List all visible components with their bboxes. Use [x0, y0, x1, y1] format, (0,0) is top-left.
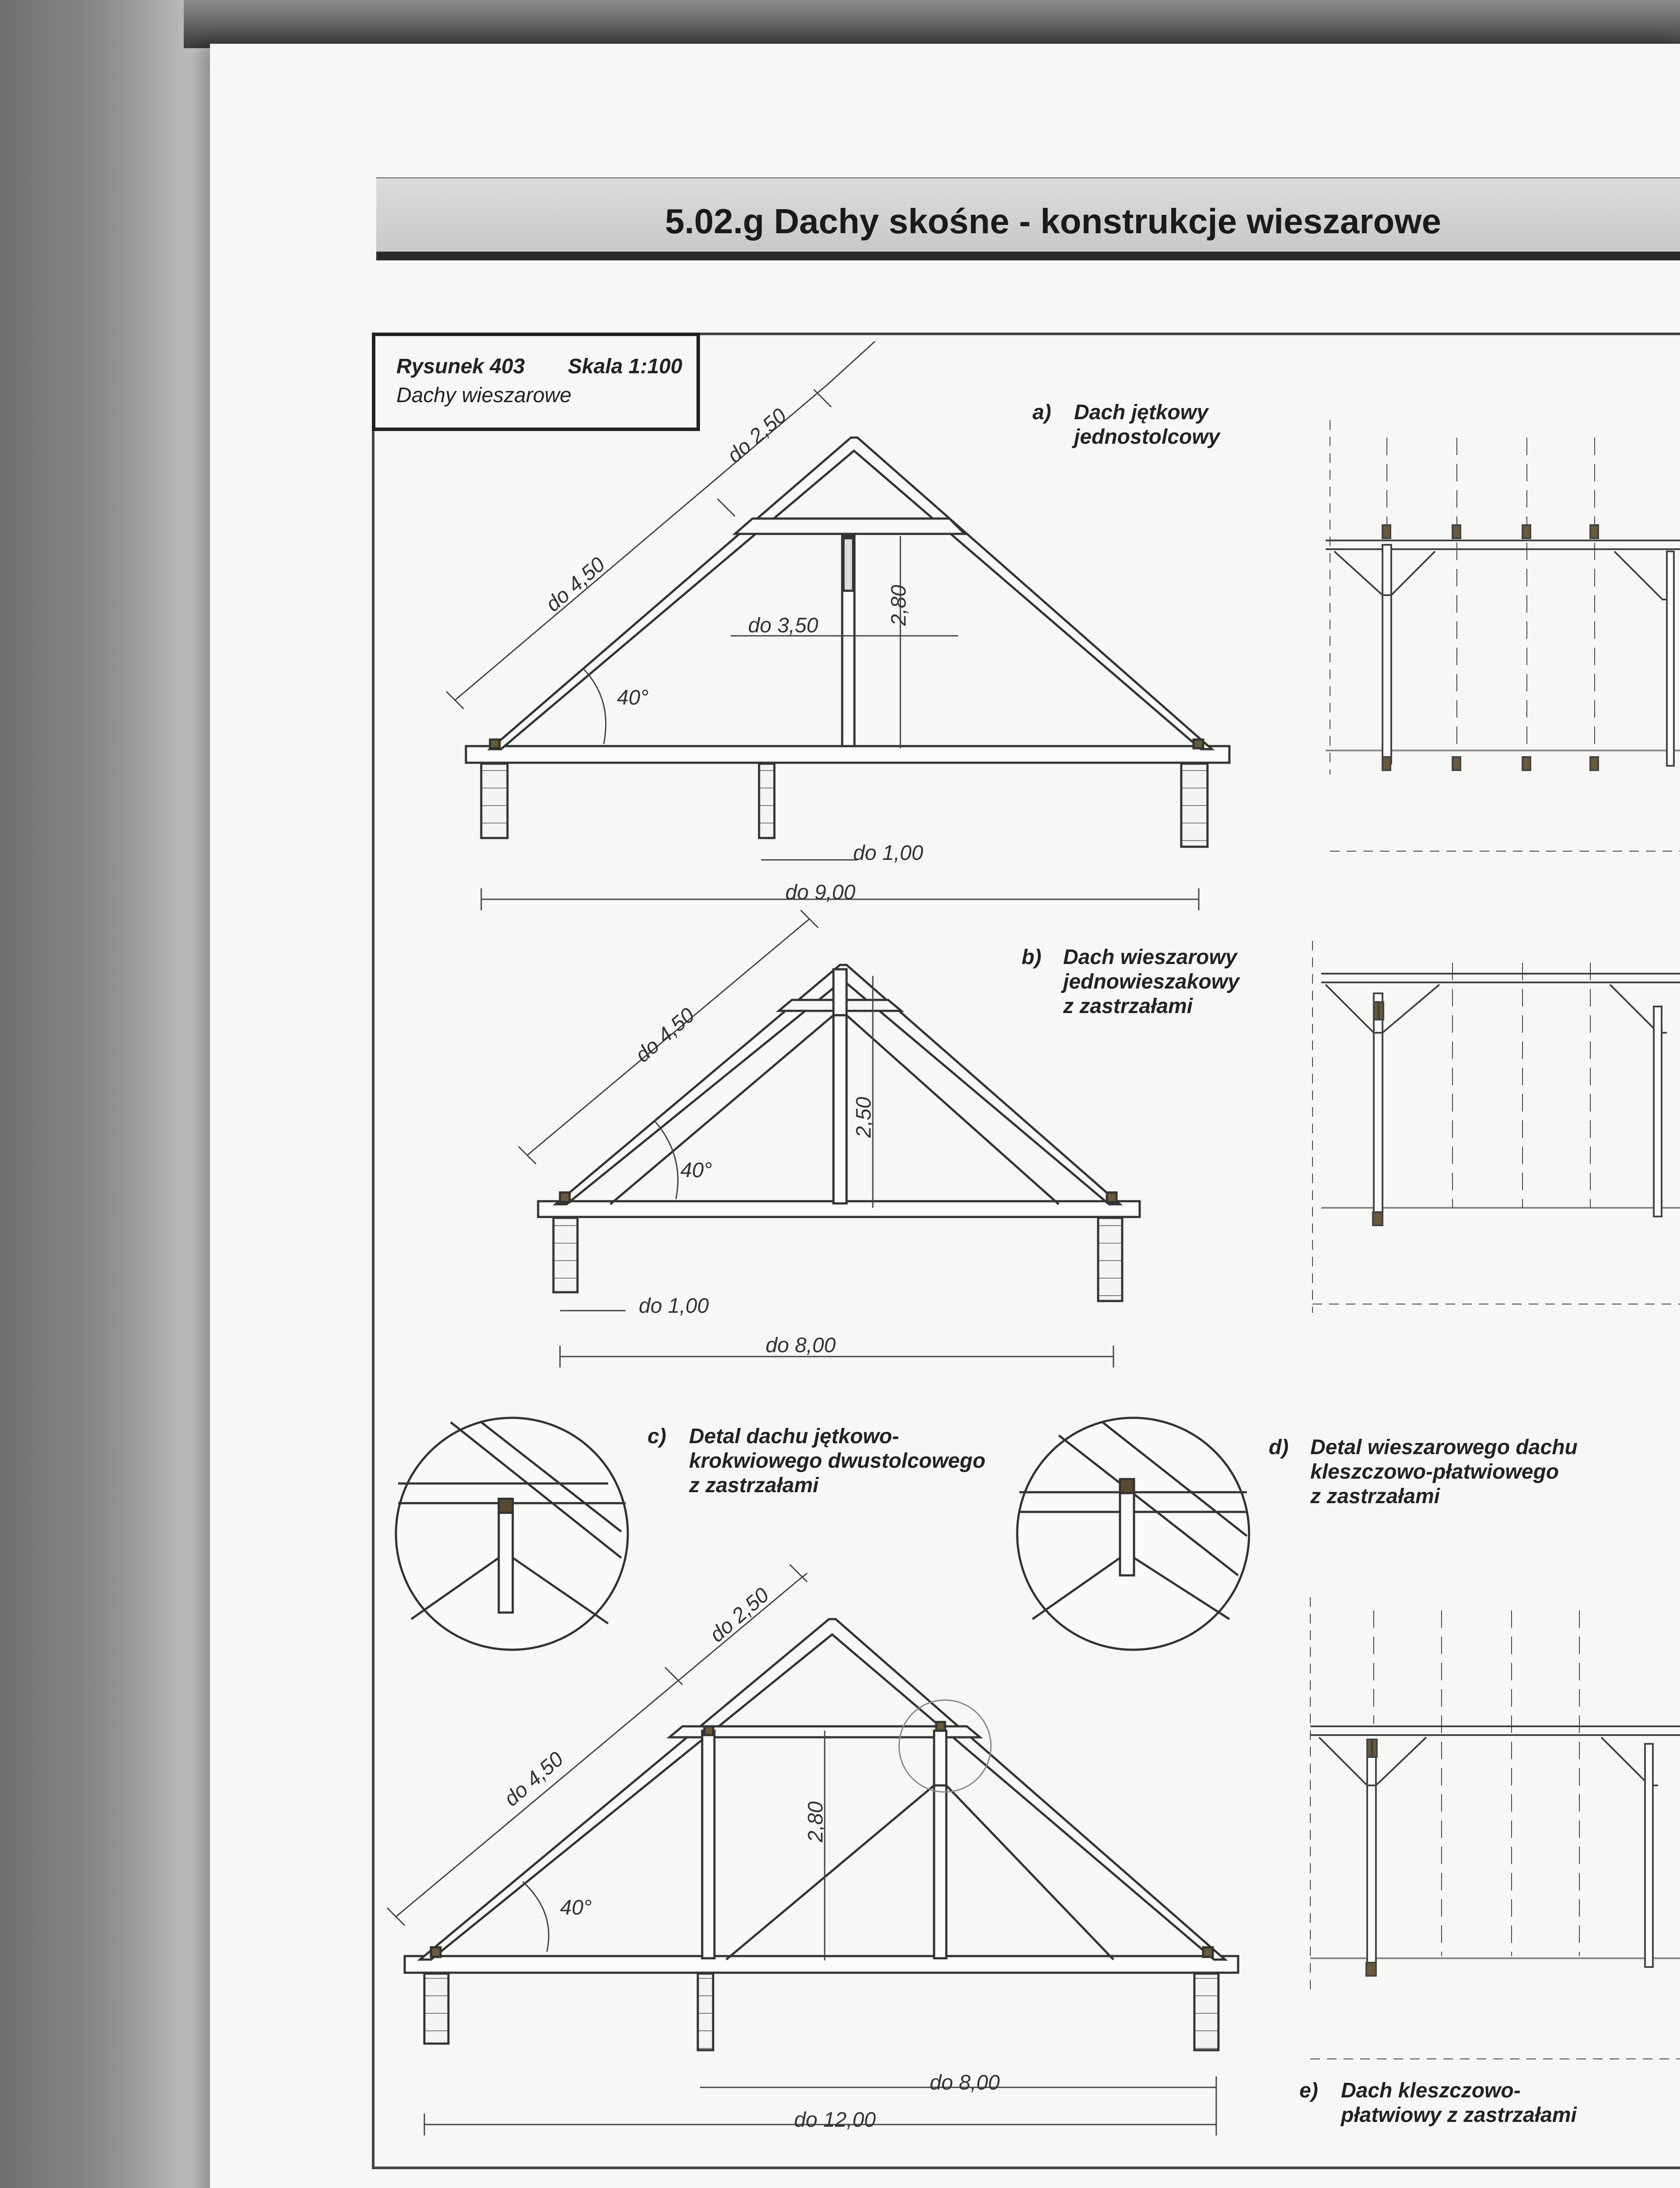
figure-scale: Skala 1:100	[568, 355, 682, 378]
label-e-line: płatwiowy z zastrzałami	[1341, 2104, 1577, 2127]
wall-middle-a	[759, 764, 774, 838]
figure-caption-box	[372, 333, 700, 431]
dim-b-angle: 40°	[680, 1159, 712, 1182]
label-b-letter: b)	[1022, 946, 1042, 969]
post-right-e	[934, 1731, 946, 1958]
label-d-line: z zastrzałami	[1310, 1485, 1440, 1508]
king-post-b	[833, 969, 847, 1203]
drawing-a-truss	[466, 438, 1229, 847]
dim-e-span: do 12,00	[794, 2108, 876, 2132]
tie-beam-a	[466, 746, 1229, 763]
dim-e-angle: 40°	[560, 1896, 592, 1919]
wall-left-e	[424, 1974, 448, 2044]
dim-b-height: 2,50	[852, 1097, 875, 1138]
wall-left-b	[553, 1218, 578, 1292]
wall-right-a	[1181, 764, 1208, 847]
dim-a-upper-rafter: do 2,50	[723, 404, 791, 468]
label-c-line: Detal dachu jętkowo-	[689, 1425, 900, 1448]
label-a-letter: a)	[1032, 401, 1051, 424]
label-c-line: z zastrzałami	[689, 1474, 819, 1497]
wall-plate-right-b	[1107, 1192, 1116, 1202]
dim-a-overhang: do 1,00	[853, 842, 924, 865]
label-c	[648, 1424, 986, 1498]
label-e	[1299, 2079, 1577, 2128]
dimension-texts-e	[500, 1583, 1000, 2132]
label-b-line: jednowieszakowy	[1063, 970, 1239, 993]
dim-a-collar: do 3,50	[748, 614, 819, 637]
wall-plate-right-a	[1194, 740, 1203, 748]
wall-right-e	[1194, 1974, 1218, 2050]
side-view-e	[1310, 1597, 1680, 2059]
dim-e-lower-rafter: do 4,50	[500, 1747, 568, 1811]
detail-d-circle	[1017, 1418, 1249, 1650]
dim-e-inner-span: do 8,00	[930, 2071, 1000, 2094]
rafters-e	[420, 1619, 1225, 1960]
wall-right-b	[1098, 1218, 1122, 1301]
label-c-letter: c)	[648, 1425, 666, 1448]
label-d-line: Detal wieszarowego dachu	[1310, 1436, 1578, 1459]
label-e-letter: e)	[1299, 2079, 1318, 2102]
label-d-line: kleszczowo-płatwiowego	[1310, 1460, 1559, 1483]
dim-b-span: do 8,00	[766, 1334, 836, 1357]
wall-middle-e	[698, 1974, 713, 2050]
label-e-line: Dach kleszczowo-	[1341, 2079, 1521, 2102]
label-a-line: Dach jętkowy	[1074, 401, 1208, 424]
dim-a-span: do 9,00	[785, 881, 856, 904]
dim-e-height: 2,80	[804, 1801, 827, 1842]
section-title: 5.02.g Dachy skośne - konstrukcje wieszarowe	[665, 202, 1442, 241]
side-view-a	[1326, 420, 1680, 851]
label-d	[1269, 1435, 1578, 1509]
label-d-letter: d)	[1269, 1436, 1289, 1459]
collar-beam-a	[735, 519, 965, 534]
label-b	[1022, 945, 1239, 1019]
dim-e-upper-rafter: do 2,50	[705, 1583, 774, 1647]
wall-plate-left-b	[560, 1192, 570, 1202]
dim-a-height: 2,80	[887, 585, 910, 626]
detail-c-circle	[396, 1418, 628, 1650]
dimension-lines-b	[518, 910, 1113, 1368]
dim-b-rafter: do 4,50	[631, 1003, 700, 1067]
figure-number: Rysunek 403	[396, 355, 525, 378]
post-left-e	[702, 1731, 714, 1958]
dim-a-angle: 40°	[617, 686, 649, 709]
dim-b-overhang: do 1,00	[639, 1294, 709, 1318]
label-b-line: z zastrzałami	[1063, 995, 1193, 1018]
label-b-line: Dach wieszarowy	[1063, 946, 1237, 969]
dim-a-lower-rafter: do 4,50	[541, 553, 610, 617]
label-a-line: jednostolcowy	[1074, 425, 1220, 449]
drawing-b-truss	[538, 965, 1140, 1301]
label-c-line: krokwiowego dwustolcowego	[689, 1449, 986, 1473]
figure-subtitle: Dachy wieszarowe	[396, 384, 572, 407]
wall-plate-left-a	[490, 740, 500, 748]
label-a	[1032, 400, 1220, 449]
side-view-b	[1312, 941, 1680, 1313]
wall-left-a	[481, 764, 508, 838]
